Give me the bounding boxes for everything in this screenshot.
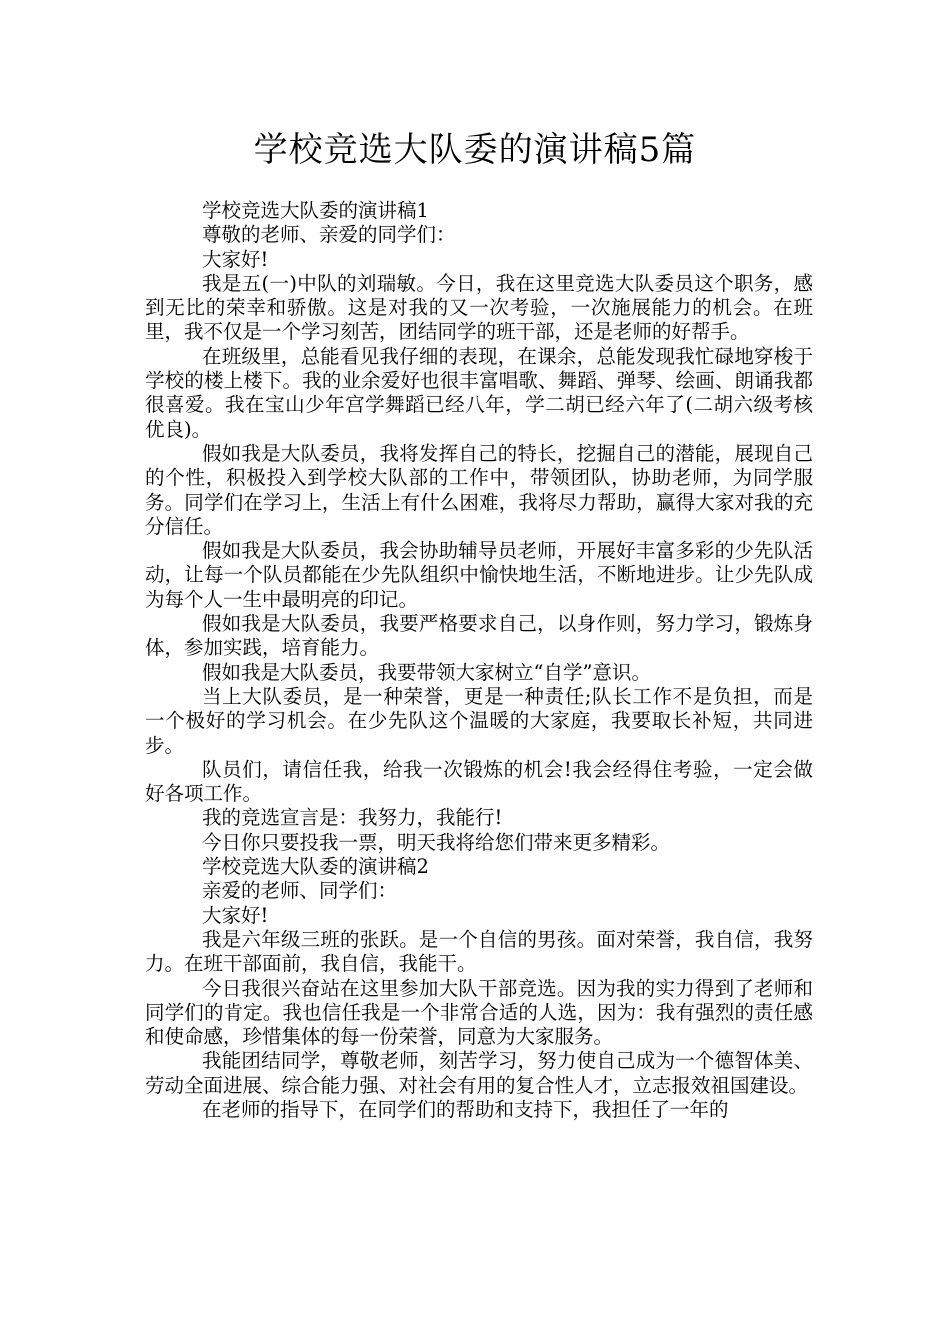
paragraph: 我的竞选宣言是：我努力，我能行! (202, 806, 503, 830)
greeting: 大家好! (202, 247, 269, 271)
section-heading: 学校竞选大队委的演讲稿2 (202, 855, 429, 879)
document-title: 学校竞选大队委的演讲稿5篇 (253, 130, 697, 170)
greeting: 大家好! (202, 903, 269, 927)
section-heading: 学校竞选大队委的演讲稿1 (202, 199, 429, 222)
document-body (145, 199, 813, 1122)
paragraph: 我是六年级三班的张跃。是一个自信的男孩。面对荣誉，我自信，我努力。在班干部面前，我自信，我能干。 (145, 927, 813, 976)
paragraph: 假如我是大队委员，我要严格要求自己，以身作则，努力学习，锻炼身体，参加实践，培育能力。 (145, 612, 813, 660)
paragraph: 今日我很兴奋站在这里参加大队干部竞选。因为我的实力得到了老师和同学们的肯定。我也信任我是一个非常合适的人选，因为：我有强烈的责任感和使命感，珍惜集体的每一份荣誉，同意为大家服务。 (145, 976, 813, 1049)
paragraph: 我能团结同学，尊敬老师，刻苦学习，努力使自己成为一个德智体美、劳动全面进展、综合能力强、对社会有用的复合性人才，立志报效祖国建设。 (145, 1049, 813, 1097)
paragraph: 在老师的指导下，在同学们的帮助和支持下，我担任了一年的 (202, 1097, 729, 1121)
paragraph: 队员们，请信任我，给我一次锻炼的机会!我会经得住考验，一定会做好各项工作。 (145, 757, 813, 806)
paragraph: 假如我是大队委员，我要带领大家树立“自学”意识。 (202, 660, 651, 684)
paragraph: 假如我是大队委员，我将发挥自己的特长，挖掘自己的潜能，展现自己的个性，积极投入到学校大队部的工作中，带领团队，协助老师，为同学服务。同学们在学习上，生活上有什么困难，我将尽力帮助，赢得大家对我的充分信任。 (145, 441, 813, 538)
salutation: 亲爱的老师、同学们： (202, 879, 398, 903)
salutation: 尊敬的老师、亲爱的同学们： (202, 223, 456, 247)
paragraph: 假如我是大队委员，我会协助辅导员老师，开展好丰富多彩的少先队活动，让每一个队员都能在少先队组织中愉快地生活，不断地进步。让少先队成为每个人一生中最明亮的印记。 (145, 539, 813, 611)
paragraph: 我是五(一)中队的刘瑞敏。今日，我在这里竞选大队委员这个职务，感到无比的荣幸和骄傲。这是对我的又一次考验，一次施展能力的机会。在班里，我不仅是一个学习刻苦，团结同学的班干部，还是老师的好帮手。 (145, 271, 813, 344)
paragraph: 在班级里，总能看见我仔细的表现，在课余，总能发现我忙碌地穿梭于学校的楼上楼下。我的业余爱好也很丰富唱歌、舞蹈、弹琴、绘画、朗诵我都很喜爱。我在宝山少年宫学舞蹈已经八年，学二胡已经六年了(二胡六级考核优良)。 (145, 344, 813, 441)
paragraph: 今日你只要投我一票，明天我将给您们带来更多精彩。 (202, 830, 671, 854)
paragraph: 当上大队委员，是一种荣誉，更是一种责任;队长工作不是负担，而是一个极好的学习机会。在少先队这个温暖的大家庭，我要取长补短，共同进步。 (145, 684, 813, 757)
